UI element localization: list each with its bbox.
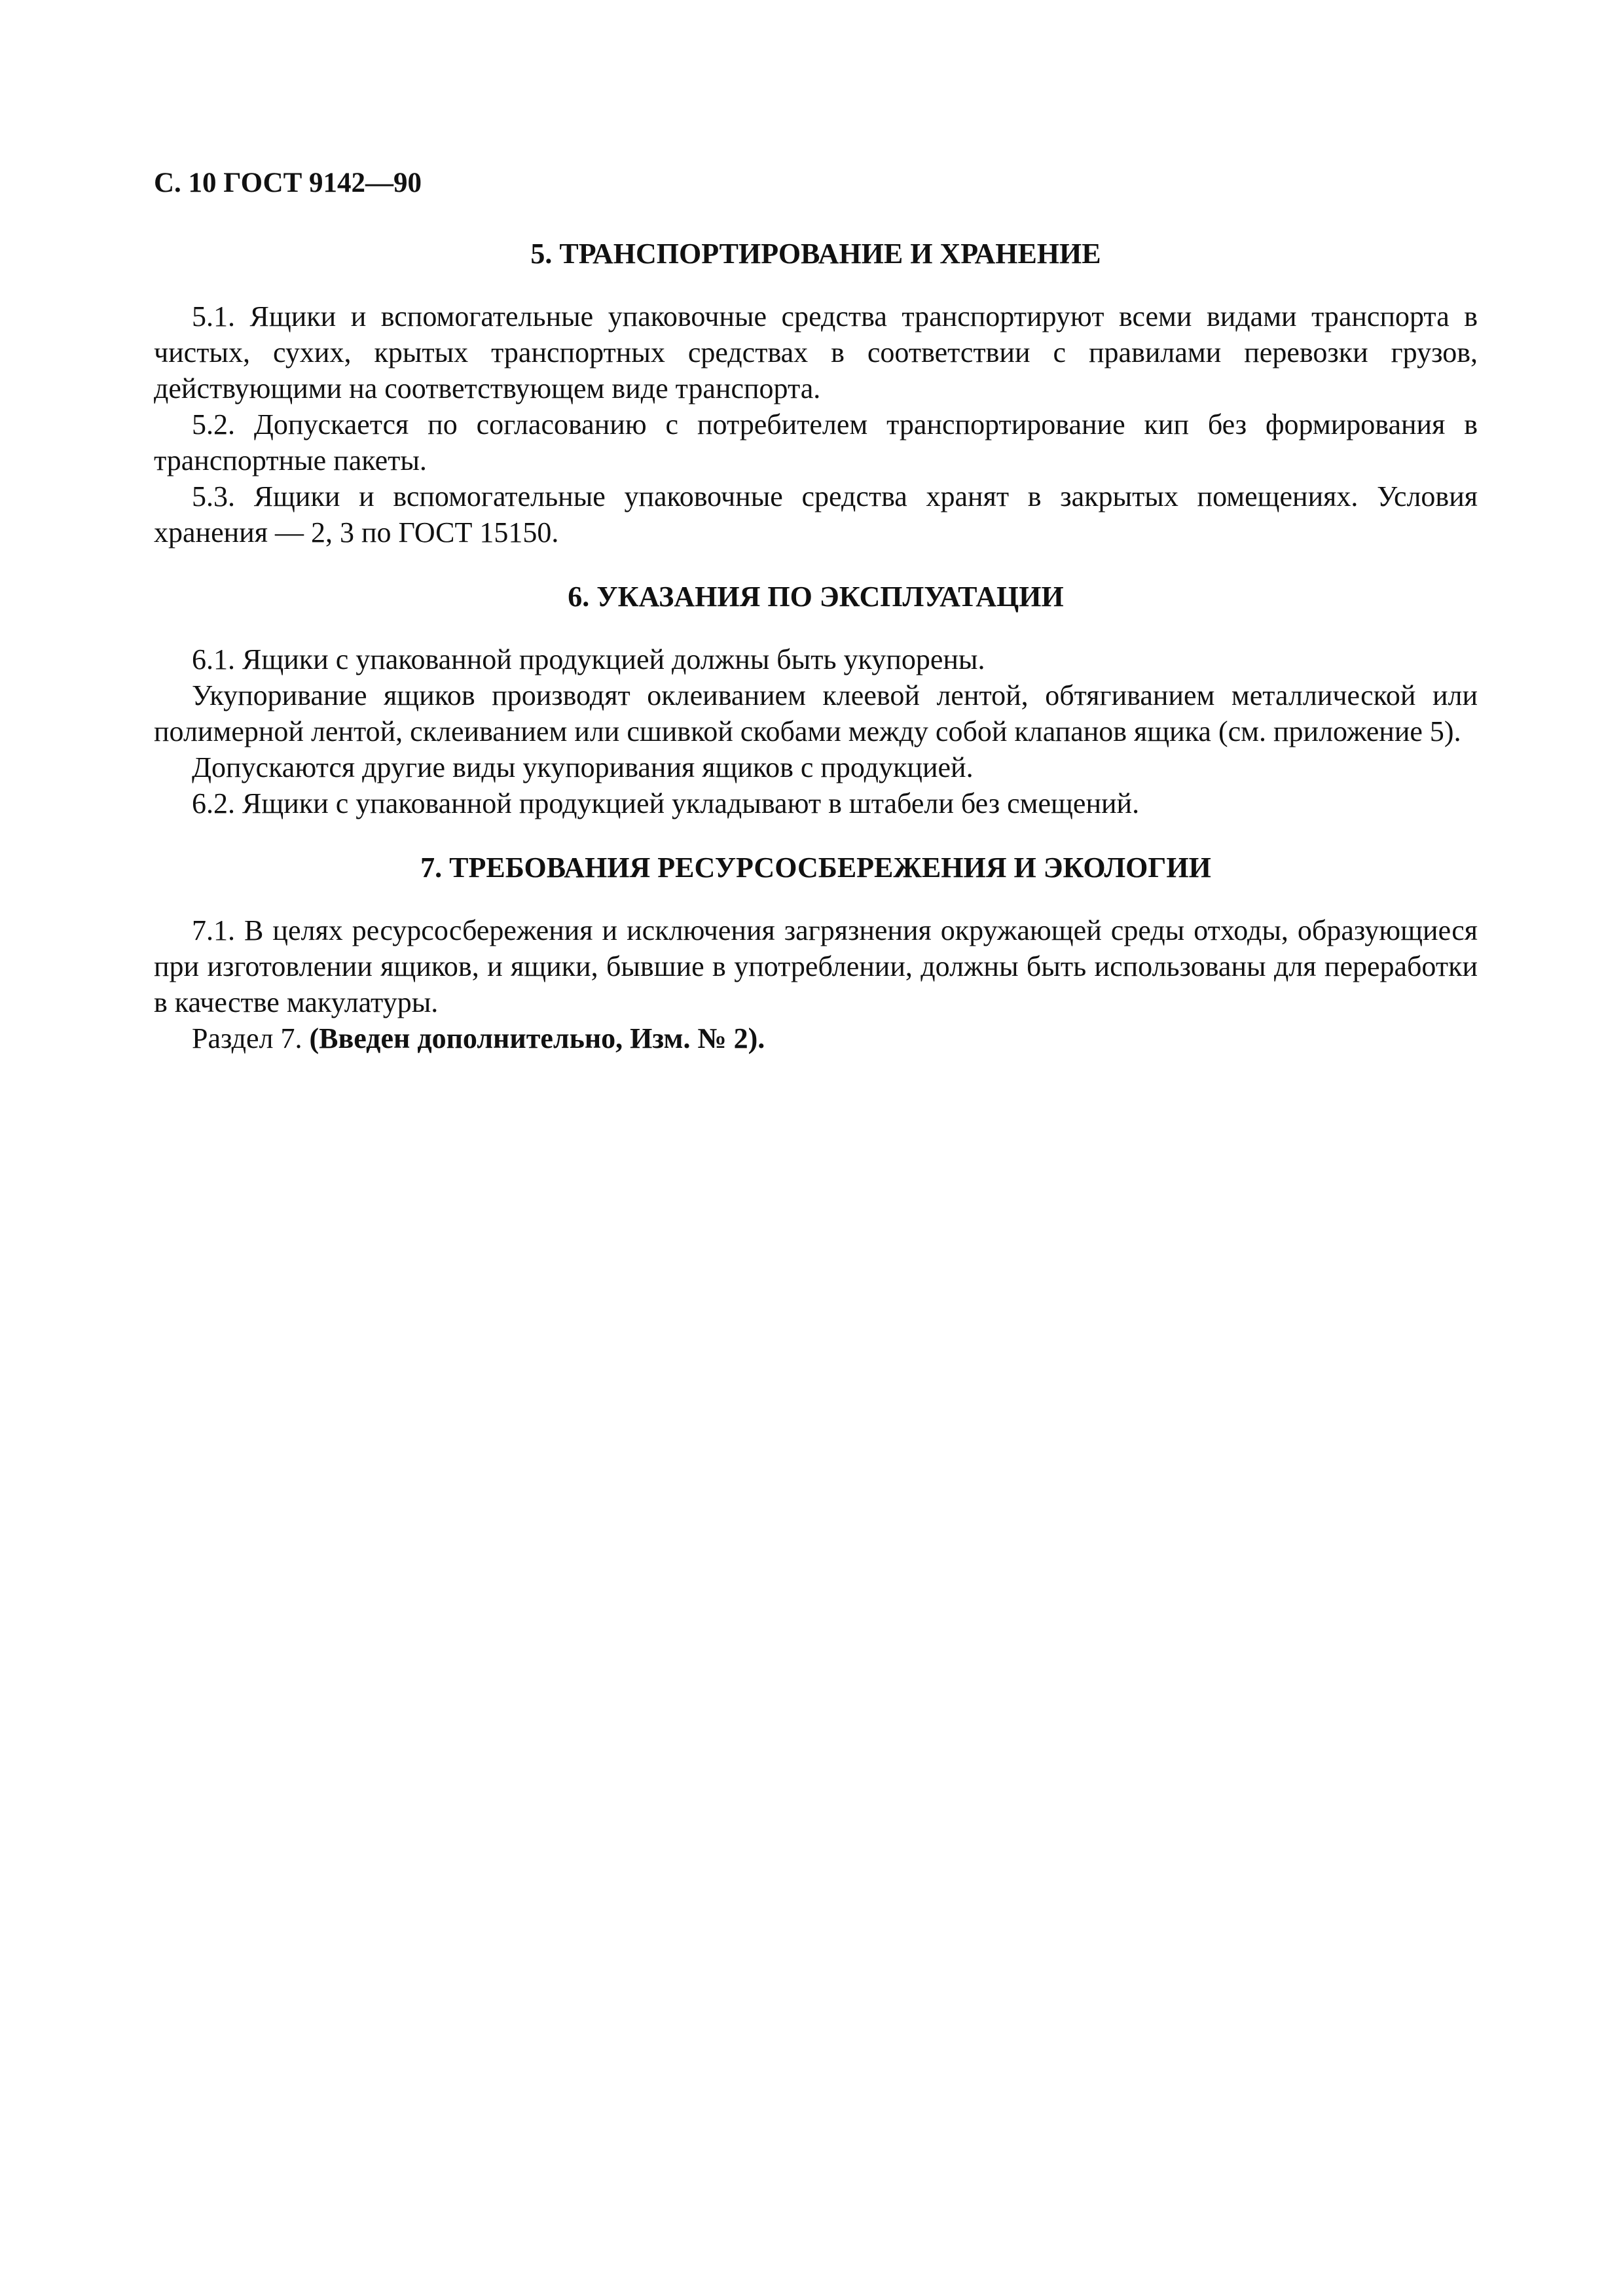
section-body bbox=[154, 641, 1478, 821]
section-title: 7. ТРЕБОВАНИЯ РЕСУРСОСБЕРЕЖЕНИЯ И ЭКОЛОГИИ bbox=[420, 852, 1211, 884]
paragraph-5-3: 5.3. Ящики и вспомогательные упаковочные средства хранят в закрытых помещениях. Условия хранения — 2, 3 по ГОСТ 15150. bbox=[154, 480, 1478, 548]
section-title: 6. УКАЗАНИЯ ПО ЭКСПЛУАТАЦИИ bbox=[568, 581, 1064, 613]
paragraph-7-1: 7.1. В целях ресурсосбережения и исключения загрязнения окружающей среды отходы, образующиеся при изготовлении ящиков, и ящики, бывшие в употреблении, должны быть использованы для переработки в качестве макулатуры. bbox=[154, 914, 1478, 1018]
paragraph-6-1: 6.1. Ящики с упакованной продукцией должны быть укупорены. bbox=[192, 643, 985, 675]
paragraph-5-1: 5.1. Ящики и вспомогательные упаковочные средства транспортируют всеми видами транспорта в чистых, сухих, крытых транспортных средствах в соответствии с правилами перевозки грузов, действующими на соответствующем виде транспорта. bbox=[154, 300, 1478, 404]
section-transport-storage bbox=[154, 236, 1478, 550]
page-header: С. 10 ГОСТ 9142—90 bbox=[154, 168, 422, 198]
page-content bbox=[154, 236, 1478, 1056]
section-operation bbox=[154, 579, 1478, 821]
paragraph-other-sealing: Допускаются другие виды укупоривания ящиков с продукцией. bbox=[192, 751, 974, 783]
section-resource-ecology bbox=[154, 850, 1478, 1056]
section-body bbox=[154, 298, 1478, 550]
paragraph-sealing: Укупоривание ящиков производят оклеиванием клеевой лентой, обтягиванием металлической или полимерной лентой, склеиванием или сшивкой скобами между собой клапанов ящика (см. приложение 5). bbox=[154, 679, 1478, 747]
section-title: 5. ТРАНСПОРТИРОВАНИЕ И ХРАНЕНИЕ bbox=[530, 238, 1101, 270]
paragraph-6-2: 6.2. Ящики с упакованной продукцией укладывают в штабели без смещений. bbox=[192, 787, 1140, 819]
paragraph-5-2: 5.2. Допускается по согласованию с потребителем транспортирование кип без формирования в транспортные пакеты. bbox=[154, 408, 1478, 476]
amendment-note-bold: (Введен дополнительно, Изм. № 2). bbox=[309, 1022, 765, 1054]
amendment-note bbox=[154, 1020, 1478, 1056]
amendment-note-prefix: Раздел 7. bbox=[192, 1022, 310, 1054]
section-body bbox=[154, 912, 1478, 1056]
